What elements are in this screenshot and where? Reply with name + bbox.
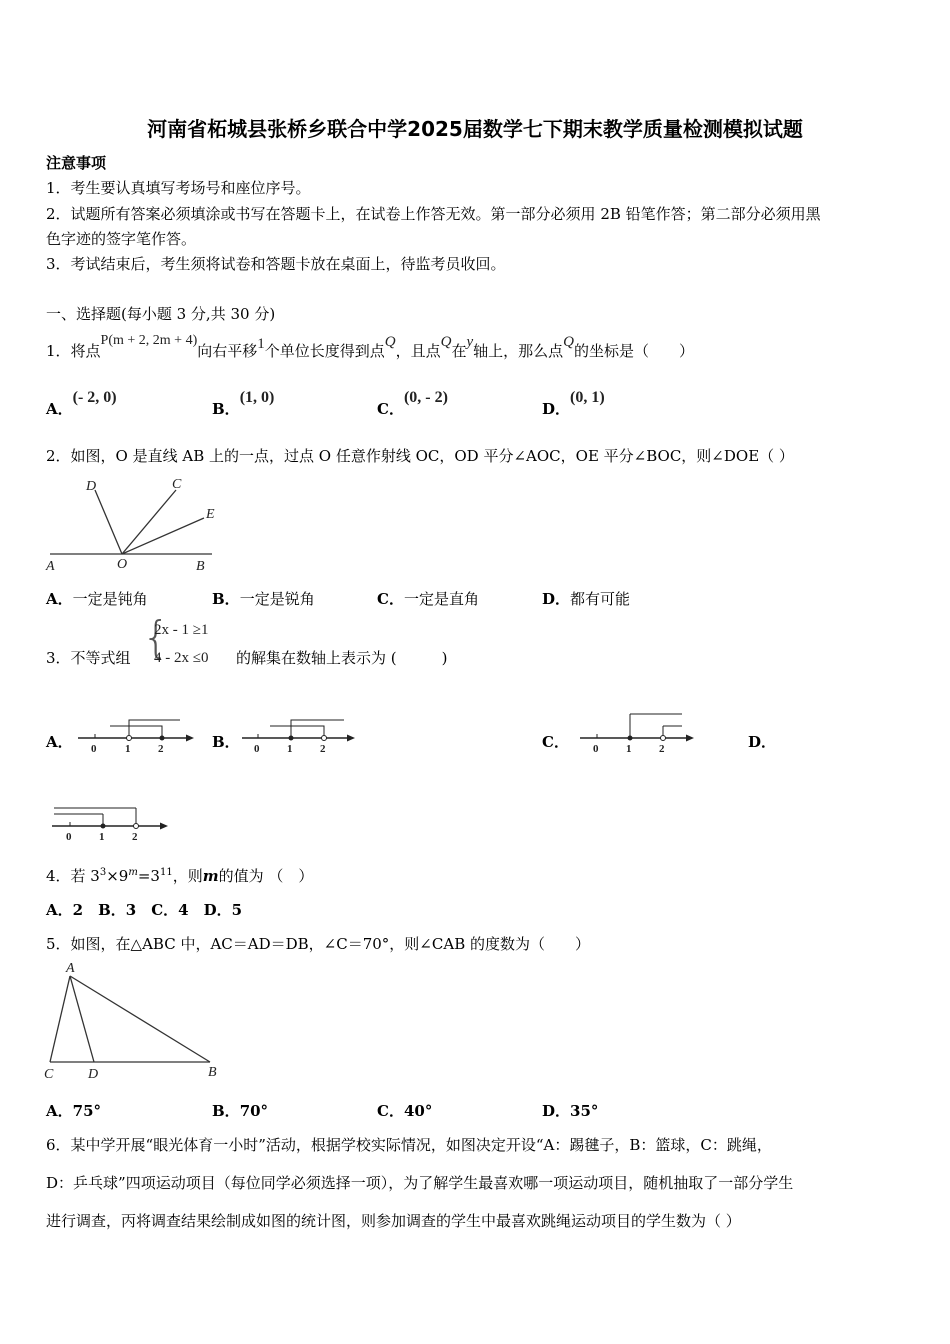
svg-text:0: 0	[593, 743, 599, 755]
label-a: A	[66, 961, 75, 976]
q1-option-value: (1, 0)	[239, 389, 275, 406]
q3-label-a[interactable]: A．	[46, 733, 73, 751]
svg-text:0: 0	[91, 743, 97, 755]
q1-option-d[interactable]: D．(0, 1)	[542, 389, 605, 418]
q3-numberline-b	[240, 712, 360, 762]
q5-stem: 5．如图，在△ABC 中，AC＝AD＝DB，∠C＝70°，则∠CAB 的度数为（ ）	[46, 935, 590, 953]
q3-numberline-c	[580, 712, 700, 762]
svg-text:2: 2	[132, 831, 138, 843]
q3-numberline-a	[76, 712, 196, 762]
q5-option-b[interactable]: B．70°	[212, 1102, 269, 1120]
q3-ineq2: 4 - 2x ≤0	[154, 650, 209, 666]
q1-t5: 轴上，那么点	[473, 342, 564, 360]
label-o: O	[117, 557, 128, 572]
ray-oc	[122, 490, 176, 554]
label-c: C	[44, 1067, 54, 1082]
notice-heading: 注意事项	[46, 154, 107, 172]
q1-t2: 个单位长度得到点	[264, 342, 385, 360]
svg-text:2: 2	[320, 743, 326, 755]
svg-text:0: 0	[66, 831, 72, 843]
q2-stem: 2．如图，O 是直线 AB 上的一点，过点 O 任意作射线 OC，OD 平分∠AOC，OE 平分∠BOC，则∠DOE（ ）	[46, 447, 794, 465]
q1-t4: 在	[451, 342, 467, 360]
q1-t3: ，且点	[395, 342, 441, 360]
svg-text:1: 1	[287, 743, 293, 755]
label-a: A	[46, 559, 55, 574]
q1-Q: Q	[440, 334, 452, 350]
q1-t6: 的坐标是（ ）	[574, 342, 695, 360]
svg-text:1: 1	[99, 831, 105, 843]
side-ac	[50, 976, 70, 1062]
notice-item: 色字迹的签字笔作答。	[46, 230, 197, 248]
q3-tail: 的解集在数轴上表示为 ( )	[236, 649, 448, 667]
notice-item: 3．考试结束后，考生须将试卷和答题卡放在桌面上，待监考员收回。	[46, 255, 506, 273]
label-c: C	[172, 477, 182, 492]
svg-text:0: 0	[254, 743, 260, 755]
ray-od	[95, 490, 122, 554]
q1-option-value: (0, - 2)	[403, 389, 448, 406]
q1-t1: 向右平移	[197, 342, 258, 360]
q1-option-a[interactable]: A．(- 2, 0)	[46, 389, 117, 418]
q4-stem: 4．若 $3^3\times 9^m=3^{11}$，则m的值为 （ ）	[46, 867, 314, 885]
notice-item: 2．试题所有答案必须填涂或书写在答题卡上，在试卷上作答无效。第一部分必须用 2B 铅笔作答；第二部分必须用黑	[46, 205, 821, 223]
svg-text:1: 1	[125, 743, 131, 755]
q6-line: D：乒乓球”四项运动项目（每位同学必须选择一项），为了解学生最喜欢哪一项运动项目，随机抽取了一部分学生	[46, 1174, 794, 1192]
label-b: B	[196, 559, 205, 574]
q1-Q: Q	[563, 334, 575, 350]
q1-point: P(m + 2, 2m + 4)	[100, 333, 198, 348]
q1-one: 1	[257, 336, 265, 352]
page-title: 河南省柘城县张桥乡联合中学2025届数学七下期末教学质量检测模拟试题	[147, 117, 803, 141]
q6-line: 进行调查，丙将调查结果绘制成如图的统计图，则参加调查的学生中最喜欢跳绳运动项目的学生数为（ ）	[46, 1212, 741, 1230]
q1-option-value: (- 2, 0)	[72, 389, 117, 406]
q1-stem	[46, 333, 695, 361]
q2-option-a[interactable]: A．一定是钝角	[46, 590, 148, 608]
ray-oe	[122, 518, 204, 554]
q3-num: 3．不等式组	[46, 649, 131, 667]
q5-option-d[interactable]: D．35°	[542, 1102, 599, 1120]
q1-y: y	[466, 334, 474, 350]
q1-option-value: (0, 1)	[570, 389, 605, 406]
q2-figure	[40, 470, 230, 580]
q1-num: 1．将点	[46, 342, 101, 360]
q5-option-a[interactable]: A．75°	[46, 1102, 102, 1120]
svg-text:2: 2	[158, 743, 164, 755]
q3-label-d[interactable]: D．	[748, 733, 777, 751]
section-heading: 一、选择题(每小题 3 分,共 30 分)	[46, 305, 276, 323]
svg-text:2: 2	[659, 743, 665, 755]
q1-option-b[interactable]: B．(1, 0)	[212, 389, 275, 418]
q4-options[interactable]: A．2 B．3 C．4 D．5	[46, 901, 243, 919]
q1-Q: Q	[384, 334, 396, 350]
q2-option-c[interactable]: C．一定是直角	[377, 590, 479, 608]
label-e: E	[206, 507, 215, 522]
q3-label-b[interactable]: B．	[212, 733, 240, 751]
label-d: D	[86, 479, 97, 494]
label-b: B	[208, 1065, 217, 1080]
q2-option-d[interactable]: D．都有可能	[542, 590, 631, 608]
q3-brace: {	[142, 612, 170, 663]
q5-option-c[interactable]: C．40°	[377, 1102, 433, 1120]
svg-text:1: 1	[626, 743, 632, 755]
notice-item: 1．考生要认真填写考场号和座位序号。	[46, 179, 311, 197]
label-d: D	[88, 1067, 99, 1082]
q1-option-c[interactable]: C．(0, - 2)	[377, 389, 448, 418]
q3-ineq1: 2x - 1 ≥1	[154, 622, 209, 638]
q3-numberline-d	[52, 804, 174, 850]
q2-option-b[interactable]: B．一定是锐角	[212, 590, 315, 608]
q3-label-c[interactable]: C．	[542, 733, 569, 751]
q6-line: 6．某中学开展“眼光体育一小时”活动，根据学校实际情况，如图决定开设“A：踢毽子，B：篮球，C：跳绳，	[46, 1136, 772, 1154]
q5-figure	[40, 958, 230, 1083]
